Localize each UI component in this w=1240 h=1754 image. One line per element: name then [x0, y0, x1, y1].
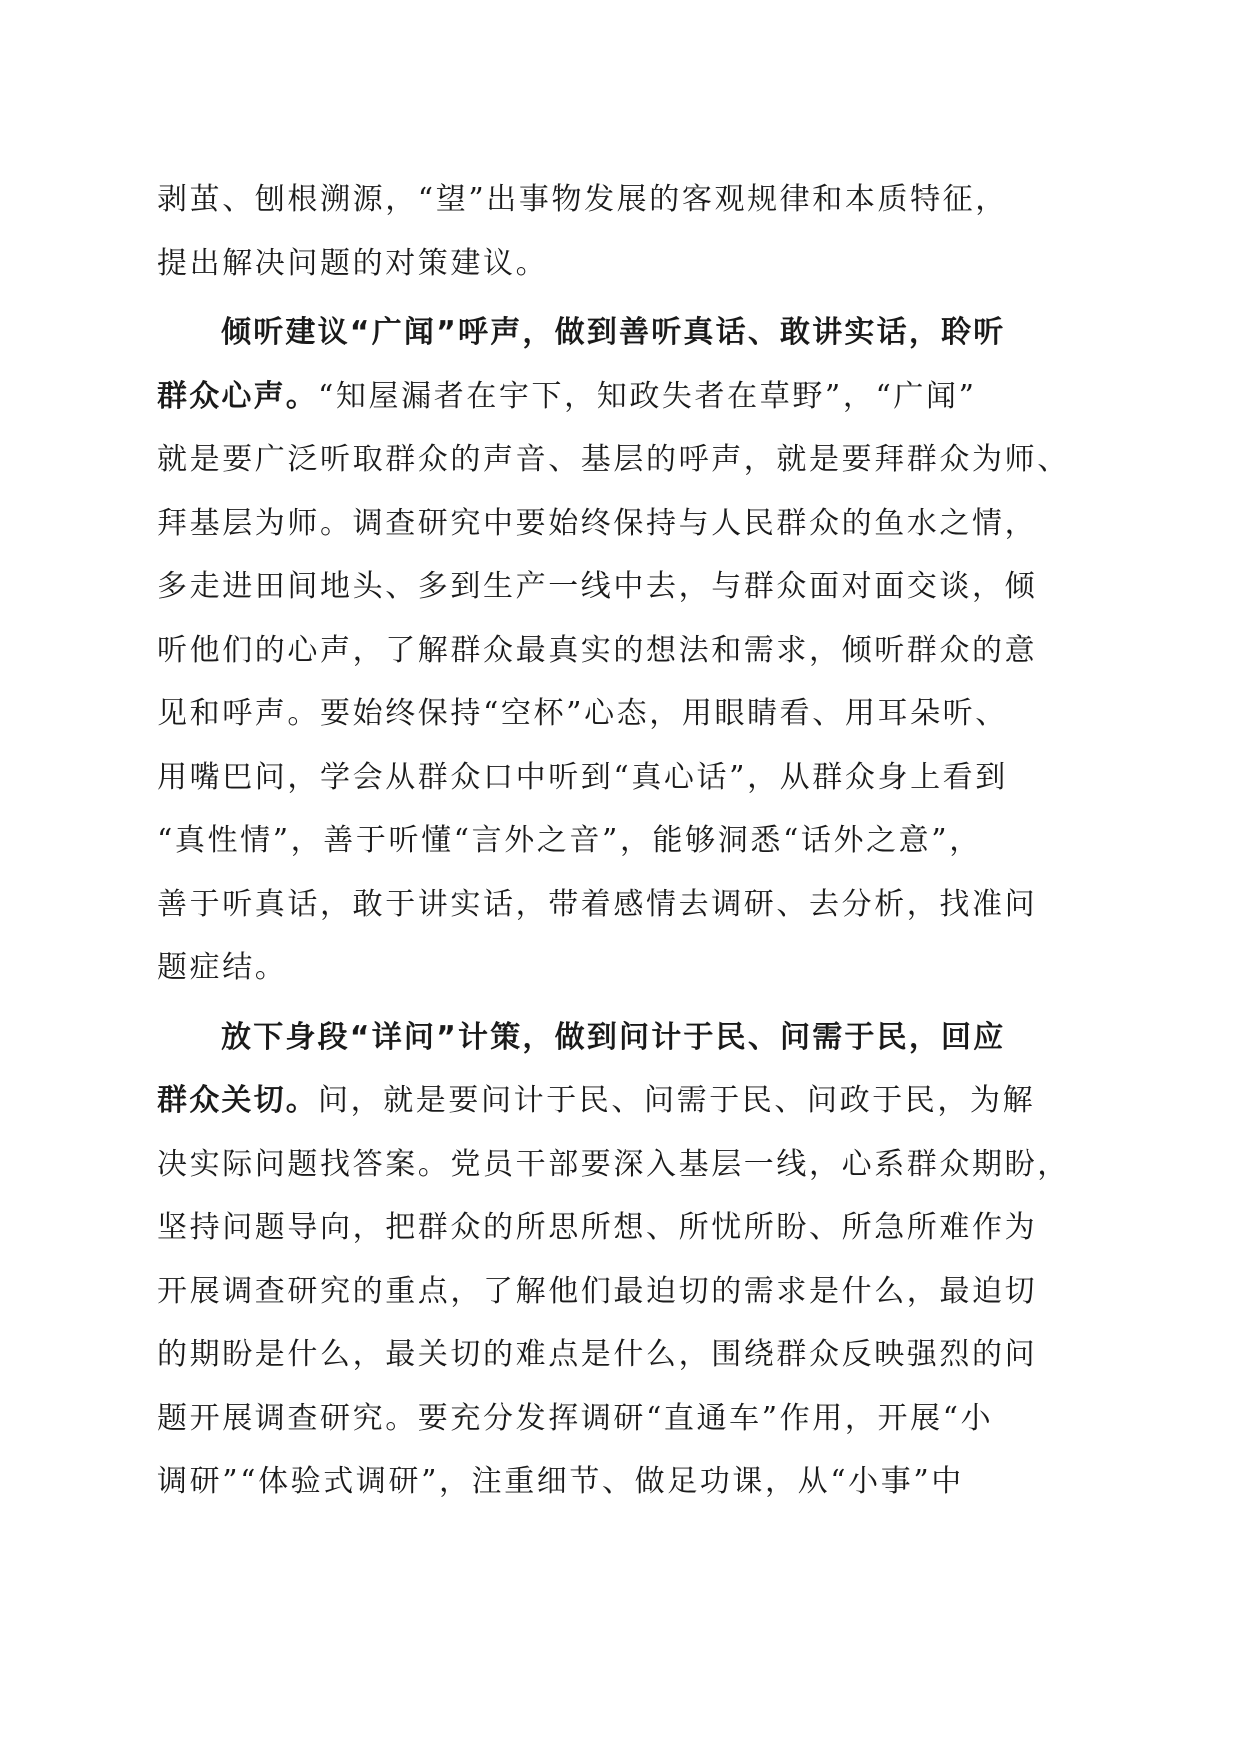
- text-line: 剥茧、刨根溯源，“望”出事物发展的客观规律和本质特征，: [157, 182, 1008, 217]
- text-line: 就是要广泛听取群众的声音、基层的呼声，就是要拜群众为师、: [157, 442, 1070, 477]
- text-line: 题症结。: [157, 950, 288, 985]
- text-line: 提出解决问题的对策建议。: [157, 245, 549, 281]
- section-heading-end: 群众心声。: [157, 378, 318, 414]
- text-line: 的期盼是什么，最关切的难点是什么，围绕群众反映强烈的问: [157, 1337, 1038, 1372]
- text-line: “真性情”，善于听懂“言外之音”，能够洞悉“话外之意”，: [157, 823, 982, 858]
- text-line: 听他们的心声，了解群众最真实的想法和需求，倾听群众的意: [157, 632, 1038, 668]
- paragraph-2: [157, 301, 1097, 1000]
- text-line: 开展调查研究的重点，了解他们最迫切的需求是什么，最迫切: [157, 1273, 1038, 1309]
- section-heading: 放下身段“详问”计策，做到问计于民、问需于民，回应: [221, 1019, 1006, 1055]
- text-line-rest: “知屋漏者在宇下，知政失者在草野”，“广闻”: [318, 378, 977, 414]
- text-line: 用嘴巴问，学会从群众口中听到“真心话”，从群众身上看到: [157, 759, 1008, 795]
- text-line: [157, 1069, 1097, 1133]
- text-line: 决实际问题找答案。党员干部要深入基层一线，心系群众期盼，: [157, 1146, 1070, 1182]
- section-heading: 倾听建议“广闻”呼声，做到善听真话、敢讲实话，聆听: [221, 315, 1006, 350]
- text-line: 坚持问题导向，把群众的所思所想、所忧所盼、所急所难作为: [157, 1210, 1038, 1245]
- text-line: [157, 365, 1097, 429]
- text-line: 见和呼声。要始终保持“空杯”心态，用眼睛看、用耳朵听、: [157, 696, 1008, 731]
- text-line: 题开展调查研究。要充分发挥调研“直通车”作用，开展“小: [157, 1400, 994, 1436]
- text-line: 拜基层为师。调查研究中要始终保持与人民群众的鱼水之情，: [157, 505, 1038, 541]
- text-line: 善于听真话，敢于讲实话，带着感情去调研、去分析，找准问: [157, 886, 1038, 922]
- paragraph-3: [157, 1006, 1097, 1514]
- section-heading-end: 群众关切。: [157, 1083, 318, 1118]
- text-line: 多走进田间地头、多到生产一线中去，与群众面对面交谈，倾: [157, 569, 1038, 604]
- text-line-rest: 问，就是要问计于民、问需于民、问政于民，为解: [318, 1083, 1036, 1118]
- body-text: [157, 168, 1097, 1514]
- paragraph-1: [157, 168, 1097, 295]
- text-line: 调研”“体验式调研”，注重细节、做足功课，从“小事”中: [157, 1464, 964, 1499]
